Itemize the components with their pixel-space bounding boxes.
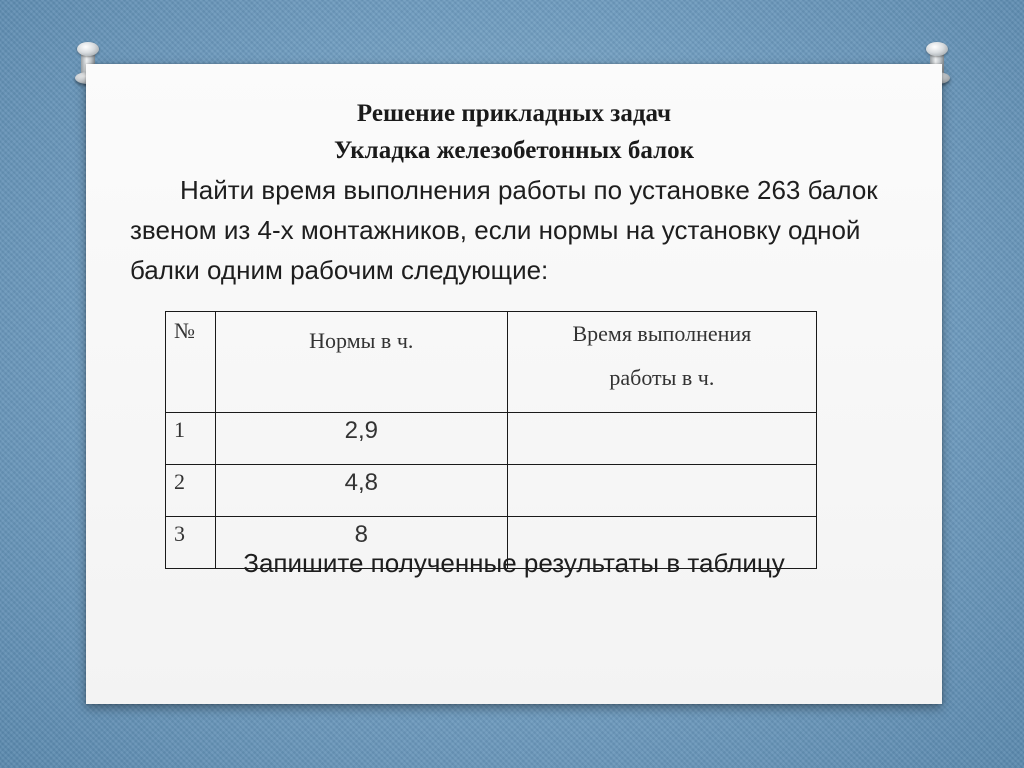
row-num: 2 xyxy=(166,465,216,517)
row-time-cell[interactable] xyxy=(507,413,816,465)
slide-title: Решение прикладных задач xyxy=(356,100,672,127)
row-norm: 2,9 xyxy=(215,413,507,465)
norms-table xyxy=(165,311,817,569)
slide-subtitle: Укладка железобетонных балок xyxy=(333,137,694,164)
header-time-line2: работы в ч. xyxy=(609,365,715,390)
table-header-row xyxy=(166,312,817,413)
row-num: 1 xyxy=(166,413,216,465)
problem-statement: Найти время выполнения работы по установке 263 балок звеном из 4-х монтажников, если нормы на установку одной балки одним рабочим следующие: xyxy=(130,175,878,285)
paper-sheet xyxy=(86,64,942,704)
table-row xyxy=(166,465,817,517)
row-num: 3 xyxy=(166,517,216,569)
header-norms xyxy=(215,312,507,413)
instruction-text: Запишите полученные результаты в таблицу xyxy=(243,548,785,578)
header-time xyxy=(507,312,816,413)
header-num: № xyxy=(166,312,216,413)
table-row xyxy=(166,413,817,465)
row-time-cell[interactable] xyxy=(507,465,816,517)
row-norm: 8 xyxy=(215,517,507,569)
header-time-line1: Время выполнения xyxy=(572,321,752,346)
row-norm: 4,8 xyxy=(215,465,507,517)
header-norms-label: Нормы в ч. xyxy=(309,328,414,353)
